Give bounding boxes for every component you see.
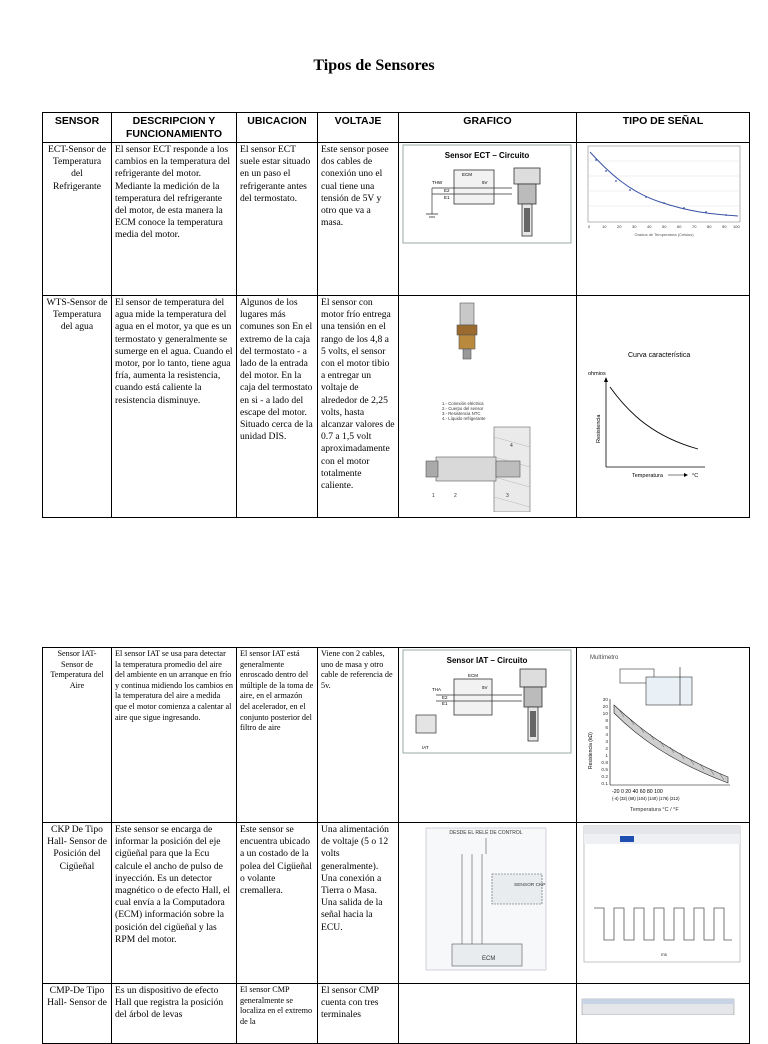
location-cell: El sensor ECT suele estar situado en un paso el refrigerante antes del termostato.: [237, 143, 318, 296]
svg-text:Resistencia: Resistencia: [596, 414, 602, 443]
graphic-cell: [399, 648, 577, 823]
svg-text:Temperatura: Temperatura: [632, 473, 663, 479]
svg-text:100: 100: [733, 224, 740, 229]
table-row: [43, 823, 750, 984]
svg-text:Curva característica: Curva característica: [628, 352, 691, 359]
svg-text:90: 90: [722, 224, 727, 229]
svg-text:3: 3: [605, 740, 608, 745]
svg-text:10: 10: [602, 224, 607, 229]
description-cell: El sensor IAT se usa para detectar la temperatura promedio del aire del ambiente en un arranque en frío y continua midiendo los cambios en la temperatura del aire a medida que el motor comienza a calentar al aire que sigue ingresando.: [112, 648, 237, 823]
svg-text:4: 4: [510, 443, 513, 449]
iat-resistance-chart: [580, 649, 745, 821]
svg-text:30: 30: [632, 224, 637, 229]
sensor-name: ECT-Sensor de Temperatura del Refrigerante: [43, 143, 112, 296]
sensor-name: CMP-De Tipo Hall- Sensor de: [43, 984, 112, 1044]
svg-text:80: 80: [707, 224, 712, 229]
svg-text:10: 10: [602, 712, 608, 717]
location-cell: El sensor IAT está generalmente enroscado dentro del múltiple de la toma de aire, en el armazón del acelerador, en el conjunto posterior del filtro de aire: [237, 648, 318, 823]
svg-text:50: 50: [662, 224, 667, 229]
location-cell: El sensor CMP generalmente se localiza en el extremo de la: [237, 984, 318, 1044]
svg-text:Sensor IAT – Circuito: Sensor IAT – Circuito: [446, 656, 528, 665]
svg-text:1.- Conexión eléctrica: 1.- Conexión eléctrica: [442, 401, 484, 406]
svg-text:8: 8: [605, 719, 608, 724]
description-cell: Este sensor se encarga de informar la posición del eje cigüeñal para que la Ecu calcule el ancho de pulso de inyección. Es un detector magnético o de efecto Hall, el cual envía a la Computadora (ECM) información sobre la posición del cigüeñal y las RPM del motor.: [112, 823, 237, 984]
svg-text:20: 20: [602, 705, 608, 710]
svg-text:0.1: 0.1: [601, 782, 608, 787]
svg-text:3: 3: [506, 493, 509, 499]
wts-sensor-diagram: [402, 297, 572, 512]
ect-signal-chart: [580, 144, 745, 239]
signal-cell: [577, 143, 750, 296]
graphic-cell: [399, 296, 577, 518]
svg-text:ECM: ECM: [462, 172, 472, 177]
svg-text:70: 70: [692, 224, 697, 229]
ckp-circuit-diagram: [402, 824, 572, 974]
sensor-name: CKP De Tipo Hall- Sensor de Posición del Cigüeñal: [43, 823, 112, 984]
graphic-cell: [399, 823, 577, 984]
svg-text:4.- Líquido refrigerante: 4.- Líquido refrigerante: [442, 416, 486, 421]
header-ubicacion: UBICACION: [237, 113, 318, 143]
svg-text:5V: 5V: [482, 685, 488, 690]
svg-text:ms: ms: [661, 952, 667, 957]
svg-text:Resistencia (kΩ): Resistencia (kΩ): [588, 732, 594, 769]
signal-cell: [577, 648, 750, 823]
svg-text:°C: °C: [692, 473, 699, 479]
svg-text:20: 20: [617, 224, 622, 229]
iat-circuit-diagram: [402, 649, 572, 754]
graphic-cell: [399, 143, 577, 296]
svg-text:2: 2: [454, 493, 457, 499]
svg-text:Temperatura °C / °F: Temperatura °C / °F: [630, 807, 679, 813]
signal-cell: [577, 296, 750, 518]
table-row: [43, 648, 750, 823]
svg-text:E2: E2: [444, 188, 450, 193]
header-tipo-senal: TIPO DE SEÑAL: [577, 113, 750, 143]
svg-text:3.- Resistencia NTC: 3.- Resistencia NTC: [442, 411, 481, 416]
signal-cell: [577, 823, 750, 984]
svg-text:0.8: 0.8: [601, 761, 608, 766]
description-cell: El sensor de temperatura del agua mide la temperatura del agua en el motor, ya que es un termostato y generalmente se sumerge en el agua. Cuando el motor, por lo tanto, tiene agua fría, aumenta la resistencia, cuando está caliente la resistencia disminuye.: [112, 296, 237, 518]
svg-text:40: 40: [647, 224, 652, 229]
table-row: [43, 984, 750, 1044]
svg-text:(-4) (32) (68) (104) (140) (17: (-4) (32) (68) (104) (140) (176) (212): [612, 796, 680, 801]
svg-text:6: 6: [605, 726, 608, 731]
svg-text:-20 0 20 40 60 80 100: -20 0 20 40 60 80 100: [612, 789, 663, 795]
voltage-cell: Este sensor posee dos cables de conexión uno el cual tiene una tensión de 5V y otro que va a masa.: [318, 143, 399, 296]
voltage-cell: El sensor CMP cuenta con tres terminales: [318, 984, 399, 1044]
svg-text:THA: THA: [432, 687, 441, 692]
description-cell: Es un dispositivo de efecto Hall que registra la posición del árbol de levas: [112, 984, 237, 1044]
header-descripcion: DESCRIPCION Y FUNCIONAMIENTO: [112, 113, 237, 143]
voltage-cell: El sensor con motor frío entrega una tensión en el rango de los 4,8 a 5 volts, el sensor con el motor tibio a entregar un voltaje de alrededor de 2,25 volts, hasta alcanzar valores de 0.7 a 1,5 volt aproximadamente con el motor totalmente caliente.: [318, 296, 399, 518]
sensor-table-1: [42, 112, 750, 518]
page-title: Tipos de Sensores: [313, 57, 435, 74]
svg-text:0.5: 0.5: [601, 768, 608, 773]
ect-circuit-diagram: [402, 144, 572, 244]
svg-text:1: 1: [432, 493, 435, 499]
table-row: [43, 296, 750, 518]
svg-text:DESDE EL RELÉ DE CONTROL: DESDE EL RELÉ DE CONTROL: [449, 830, 523, 836]
svg-text:2: 2: [605, 747, 608, 752]
header-sensor: SENSOR: [43, 113, 112, 143]
svg-text:0.2: 0.2: [601, 775, 608, 780]
graphic-cell: [399, 984, 577, 1044]
location-cell: Algunos de los lugares más comunes son En el extremo de la caja del termostato - a lado de la entrada del motor. En la caja del termostato en si - a lado del escape del motor. Situado cerca de la unidad DIS.: [237, 296, 318, 518]
svg-text:ohmios: ohmios: [588, 371, 606, 377]
svg-text:IAT: IAT: [422, 745, 429, 750]
svg-text:1: 1: [605, 754, 608, 759]
svg-text:ECM: ECM: [482, 956, 496, 962]
wts-resistance-curve: [580, 297, 745, 512]
description-cell: El sensor ECT responde a los cambios en la temperatura del refrigerante del motor. Mediante la medición de la temperatura del refrigerante del motor, de esta manera la ECM conoce la temperatura media del motor.: [112, 143, 237, 296]
svg-text:ECM: ECM: [468, 673, 478, 678]
svg-text:Grados de Temperatura (Celsius: Grados de Temperatura (Celsius): [634, 232, 694, 237]
sensor-table-2: [42, 647, 750, 1044]
sensor-name: WTS-Sensor de Temperatura del agua: [43, 296, 112, 518]
svg-text:E2: E2: [442, 695, 448, 700]
header-voltaje: VOLTAJE: [318, 113, 399, 143]
voltage-cell: Una alimentación de voltaje (5 o 12 volts generalmente). Una conexión a Tierra o Masa. Una salida de la señal hacia la ECU.: [318, 823, 399, 984]
svg-text:2.- Cuerpo del sensor: 2.- Cuerpo del sensor: [442, 406, 484, 411]
svg-text:5V: 5V: [482, 180, 488, 185]
svg-text:THW: THW: [432, 180, 443, 185]
svg-text:Sensor ECT – Circuito: Sensor ECT – Circuito: [444, 151, 530, 160]
ckp-signal-chart: [580, 824, 745, 974]
svg-text:Multímetro: Multímetro: [590, 655, 619, 661]
sensor-name: Sensor IAT- Sensor de Temperatura del Aire: [43, 648, 112, 823]
svg-text:E1: E1: [442, 701, 448, 706]
svg-text:SENSOR CKP: SENSOR CKP: [514, 883, 546, 888]
table-row: [43, 143, 750, 296]
voltage-cell: Viene con 2 cables, uno de masa y otro cable de referencia de 5v.: [318, 648, 399, 823]
svg-text:E1: E1: [444, 195, 450, 200]
svg-text:60: 60: [677, 224, 682, 229]
location-cell: Este sensor se encuentra ubicado a un costado de la polea del Cigüeñal o volante cremallera.: [237, 823, 318, 984]
header-grafico: GRAFICO: [399, 113, 577, 143]
signal-cell: [577, 984, 750, 1044]
svg-text:30: 30: [602, 698, 608, 703]
cmp-signal-preview: [580, 985, 745, 1015]
svg-text:4: 4: [605, 733, 608, 738]
svg-text:0: 0: [588, 224, 591, 229]
